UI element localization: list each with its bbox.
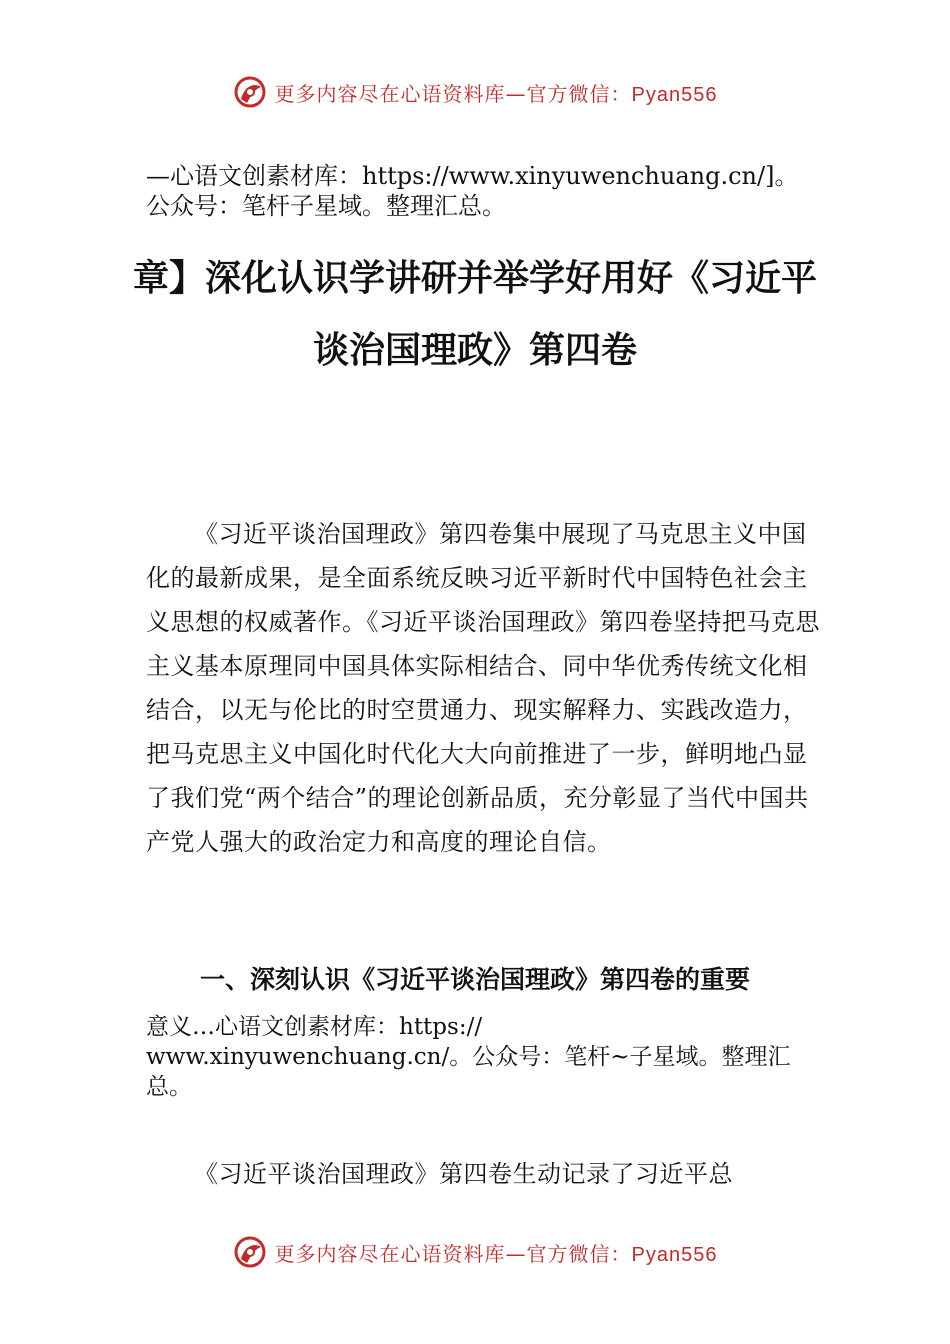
xinyu-logo-icon — [233, 1235, 267, 1269]
header-banner-text: 更多内容尽在心语资料库—官方微信：Pyan556 — [274, 81, 718, 106]
body-paragraph-1 — [146, 512, 826, 864]
xinyu-logo-icon — [233, 75, 267, 109]
intro-line-2: 公众号：笔杆子星域。整理汇总。 — [146, 192, 506, 220]
section-heading-1: 一、深刻认识《习近平谈治国理政》第四卷的重要 — [200, 965, 751, 994]
section-1-line-2: www.xinyuwenchuang.cn/。公众号：笔杆~子星域。整理汇 — [146, 1044, 791, 1070]
wechat-handle: Pyan556 — [631, 83, 718, 106]
wechat-handle: Pyan556 — [631, 1243, 718, 1266]
section-1-line-1: 意义…心语文创素材库：https:// — [146, 1014, 483, 1040]
document-title-line-2: 谈治国理政》第四卷 — [312, 330, 637, 371]
body-paragraph-2 — [146, 1152, 826, 1196]
document-title-line-1: 章】深化认识学讲研并举学好用好《习近平 — [132, 258, 817, 299]
paragraph-2-text: 《习近平谈治国理政》第四卷生动记录了习近平总 — [194, 1160, 733, 1188]
section-1-line-3: 总。 — [146, 1074, 192, 1100]
footer-banner — [0, 1232, 950, 1272]
intro-line-1: —心语文创素材库：https://www.xinyuwenchuang.cn/]。 — [146, 162, 799, 190]
footer-banner-text: 更多内容尽在心语资料库—官方微信：Pyan556 — [274, 1241, 718, 1266]
paragraph-1-text: 《习近平谈治国理政》第四卷集中展现了马克思主义中国化的最新成果，是全面系统反映习近平新时代中国特色社会主义思想的权威著作。《习近平谈治国理政》第四卷坚持把马克思主义基本原理同中国具体实际相结合、同中华优秀传统文化相结合，以无与伦比的时空贯通力、现实解释力、实践改造力，把马克思主义中国化时代化大大向前推进了一步，鲜明地凸显了我们党“两个结合”的理论创新品质，充分彰显了当代中国共产党人强大的政治定力和高度的理论自信。 — [146, 520, 820, 856]
header-banner — [0, 72, 950, 112]
